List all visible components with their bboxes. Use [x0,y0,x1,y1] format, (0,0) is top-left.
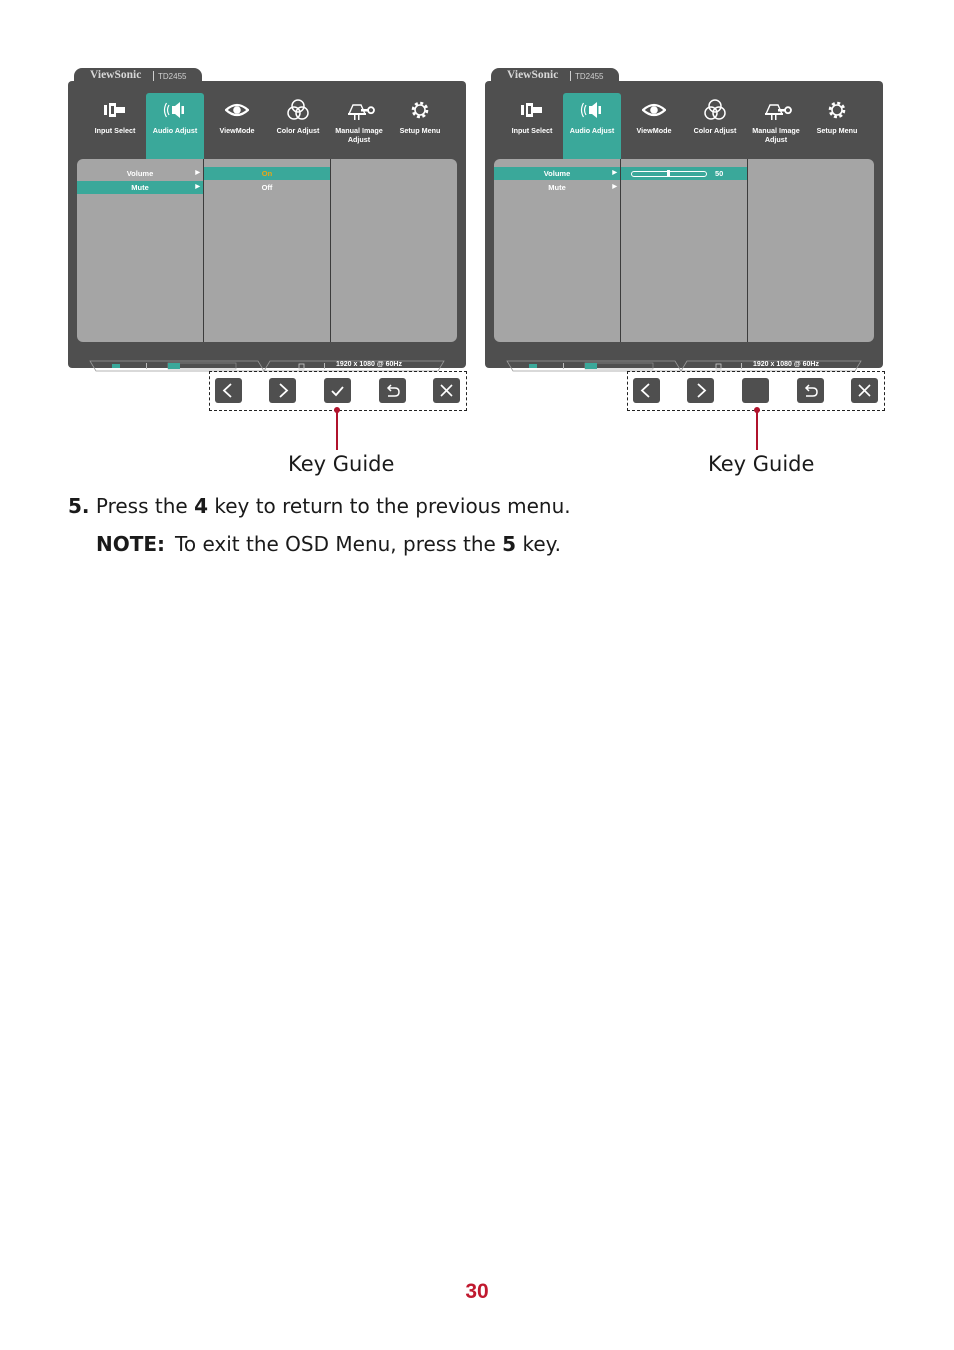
key-left[interactable] [215,378,242,403]
volume-slider[interactable] [621,167,747,180]
return-icon [797,378,824,403]
pointer-line-right [756,410,758,450]
step-number: 5. [68,494,90,518]
arrow-right-icon: ▶ [612,170,617,176]
menu-viewmode[interactable]: ViewMode [625,93,683,153]
osd-main-menu [485,93,883,157]
note-key: 5 [502,532,517,556]
chevron-right-icon [269,378,296,403]
page-number: 30 [465,1280,489,1303]
osd-main-menu [68,93,466,157]
submenu-list [77,159,204,342]
arrow-right-icon: ▶ [612,184,617,190]
submenu-list [494,159,621,342]
menu-audio-adjust[interactable]: Audio Adjust [563,93,621,161]
menu-input-select[interactable]: Input Select [503,93,561,153]
osd-menu-volume [485,68,883,368]
key-guide-caption-left: Key Guide [288,452,395,476]
key-exit[interactable] [851,378,878,403]
arrow-right-icon: ▶ [195,184,200,190]
pointer-line-left [336,410,338,450]
menu-input-select[interactable]: Input Select [86,93,144,153]
menu-color-adjust[interactable]: Color Adjust [269,93,327,153]
close-icon [433,378,460,403]
arrow-right-icon: ▶ [195,170,200,176]
submenu-item-mute[interactable]: Mute ▶ [77,181,203,194]
model-name: TD2455 [575,72,604,81]
return-icon [379,378,406,403]
key-return[interactable] [379,378,406,403]
gear-icon [408,99,432,121]
key-right[interactable] [687,378,714,403]
speaker-icon [580,99,604,121]
close-icon [851,378,878,403]
menu-color-adjust[interactable]: Color Adjust [686,93,744,153]
volume-slider-knob[interactable] [667,170,670,177]
volume-value: 50 [715,169,724,178]
option-on[interactable]: On [204,167,330,180]
input-icon [103,99,127,121]
menu-setup[interactable]: Setup Menu [808,93,866,153]
model-name: TD2455 [158,72,187,81]
checkmark-icon [324,378,351,403]
key-guide-left [209,371,467,411]
submenu-item-volume[interactable]: Volume ▶ [494,167,620,180]
color-circles-icon [703,99,727,121]
submenu-item-mute[interactable]: Mute ▶ [548,183,617,192]
menu-manual-image-adjust[interactable]: Manual Image Adjust [330,93,388,153]
chevron-left-icon [633,378,660,403]
speaker-icon [163,99,187,121]
monitor-wrench-icon [347,99,375,121]
resolution-text: 1920 x 1080 @ 60Hz [336,361,402,368]
key-blank[interactable] [742,378,769,403]
osd-submenu-panel [494,159,874,342]
color-circles-icon [286,99,310,121]
step-5-instruction: 5. Press the 4 key to return to the previous menu. [68,494,571,518]
key-guide-right [627,371,885,411]
option-list [621,159,748,342]
note-label: NOTE: [96,532,166,556]
option-off[interactable]: Off [261,183,273,192]
key-exit[interactable] [433,378,460,403]
key-confirm[interactable] [324,378,351,403]
input-icon [520,99,544,121]
chevron-left-icon [215,378,242,403]
key-guide-caption-right: Key Guide [708,452,815,476]
monitor-wrench-icon [764,99,792,121]
key-right[interactable] [269,378,296,403]
menu-viewmode[interactable]: ViewMode [208,93,266,153]
osd-submenu-panel [77,159,457,342]
gear-icon [825,99,849,121]
menu-audio-adjust[interactable]: Audio Adjust [146,93,204,161]
menu-manual-image-adjust[interactable]: Manual Image Adjust [747,93,805,153]
submenu-item-volume[interactable]: Volume ▶ [126,169,200,178]
menu-setup[interactable]: Setup Menu [391,93,449,153]
key-return[interactable] [797,378,824,403]
osd-menu-mute [68,68,466,368]
eye-icon [225,99,249,121]
step-key: 4 [194,494,208,518]
osd-frame [485,81,883,368]
osd-frame [68,81,466,368]
key-left[interactable] [633,378,660,403]
option-list [204,159,331,342]
brand-logo: ViewSonic [507,69,559,81]
note: NOTE: To exit the OSD Menu, press the 5 key. [96,532,561,556]
resolution-text: 1920 x 1080 @ 60Hz [753,361,819,368]
brand-logo: ViewSonic [90,69,142,81]
chevron-right-icon [687,378,714,403]
eye-icon [642,99,666,121]
